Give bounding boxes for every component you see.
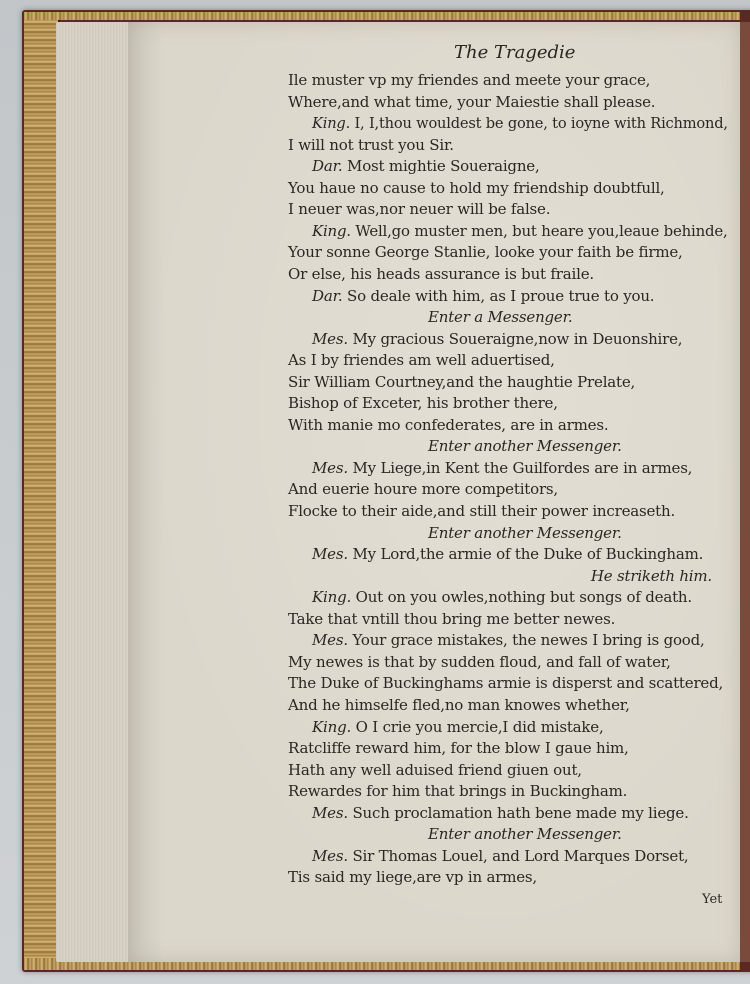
speaker-name: Mes. <box>312 846 348 865</box>
speaker-name: King. <box>312 588 352 607</box>
speaker-name: Mes. <box>312 631 348 650</box>
speech-line <box>312 458 692 479</box>
speech-text: Out on you owles,nothing but songs of death. <box>351 588 692 607</box>
speech-text: O I crie you mercie,I did mistake, <box>351 717 604 736</box>
verse-line: I will not trust you Sir. <box>288 135 454 154</box>
stage-direction-right: He striketh him. <box>590 566 712 585</box>
speaker-name: Dar. <box>312 286 343 305</box>
running-head: The Tragedie <box>454 42 576 63</box>
verse-line: My newes is that by sudden floud, and fall of water, <box>288 652 671 671</box>
verse-line: Rewardes for him that brings in Buckingham. <box>288 782 628 801</box>
speech-line <box>312 846 688 867</box>
speech-text: So deale with him, as I proue true to you. <box>342 286 655 305</box>
speech-line <box>312 329 682 350</box>
speech-line <box>312 156 540 177</box>
speech-text: My Lord,the armie of the Duke of Buckingham. <box>347 545 704 564</box>
stage-direction: Enter another Messenger. <box>428 523 622 542</box>
speech-line <box>312 544 703 565</box>
stage-direction: Enter another Messenger. <box>428 437 622 456</box>
speech-line <box>312 803 689 824</box>
verse-line: I neuer was,nor neuer will be false. <box>288 200 551 219</box>
gilt-border-top <box>24 12 740 20</box>
speech-line <box>312 630 705 651</box>
verse-line: Hath any well aduised friend giuen out, <box>288 760 582 779</box>
catchword: Yet <box>702 892 723 907</box>
speech-text: Your grace mistakes, the newes I bring is good, <box>347 631 705 650</box>
speaker-name: King. <box>312 114 351 133</box>
speaker-name: Mes. <box>312 545 348 564</box>
gilt-border-left <box>24 12 60 970</box>
speech-text: My gracious Soueraigne,now in Deuonshire, <box>347 329 683 348</box>
cover-right-edge <box>740 22 750 962</box>
verse-line: Your sonne George Stanlie, looke your faith be firme, <box>288 243 683 262</box>
speech-line <box>312 113 728 134</box>
book-page <box>128 22 740 962</box>
speech-text: Well,go muster men, but heare you,leaue behinde, <box>350 221 728 240</box>
speaker-name: King. <box>312 221 351 240</box>
speech-line <box>312 587 692 608</box>
verse-line: Take that vntill thou bring me better newes. <box>288 609 616 628</box>
verse-line: You haue no cause to hold my friendship doubtfull, <box>288 178 665 197</box>
stage-direction: Enter another Messenger. <box>428 825 622 844</box>
play-text <box>128 22 740 962</box>
verse-line: Tis said my liege,are vp in armes, <box>288 868 537 887</box>
verse-line: Where,and what time, your Maiestie shall please. <box>288 92 656 111</box>
speaker-name: King. <box>312 717 352 736</box>
speaker-name: Dar. <box>312 157 343 176</box>
verse-line: Sir William Courtney,and the haughtie Prelate, <box>288 372 636 391</box>
speech-line <box>312 286 654 307</box>
speech-text: I, I,thou wouldest be gone, to ioyne with Richmond, <box>350 114 728 133</box>
verse-line: Ile muster vp my friendes and meete your grace, <box>288 71 651 89</box>
verse-line: With manie mo confederates, are in armes. <box>288 415 609 434</box>
verse-line: And euerie houre more competitors, <box>288 480 558 499</box>
verse-line: As I by friendes am well aduertised, <box>288 351 555 370</box>
speech-text: My Liege,in Kent the Guilfordes are in armes, <box>347 458 693 477</box>
speaker-name: Mes. <box>312 458 348 477</box>
speech-line <box>312 717 604 738</box>
verse-line: And he himselfe fled,no man knowes whether, <box>288 695 630 714</box>
speech-text: Such proclamation hath bene made my liege. <box>347 803 689 822</box>
verse-line: Bishop of Exceter, his brother there, <box>288 394 558 413</box>
verse-line: Ratcliffe reward him, for the blow I gaue him, <box>288 739 629 758</box>
speech-text: Most mightie Soueraigne, <box>342 157 540 176</box>
stage-direction: Enter a Messenger. <box>428 308 573 327</box>
speech-line <box>312 221 728 242</box>
page-edges <box>56 22 134 962</box>
speech-text: Sir Thomas Louel, and Lord Marques Dorset, <box>347 846 689 865</box>
speaker-name: Mes. <box>312 803 348 822</box>
verse-line: Flocke to their aide,and still their power increaseth. <box>288 502 676 520</box>
verse-line: The Duke of Buckinghams armie is disperst and scattered, <box>288 674 724 693</box>
verse-line: Or else, his heads assurance is but fraile. <box>288 264 594 283</box>
speaker-name: Mes. <box>312 329 348 348</box>
